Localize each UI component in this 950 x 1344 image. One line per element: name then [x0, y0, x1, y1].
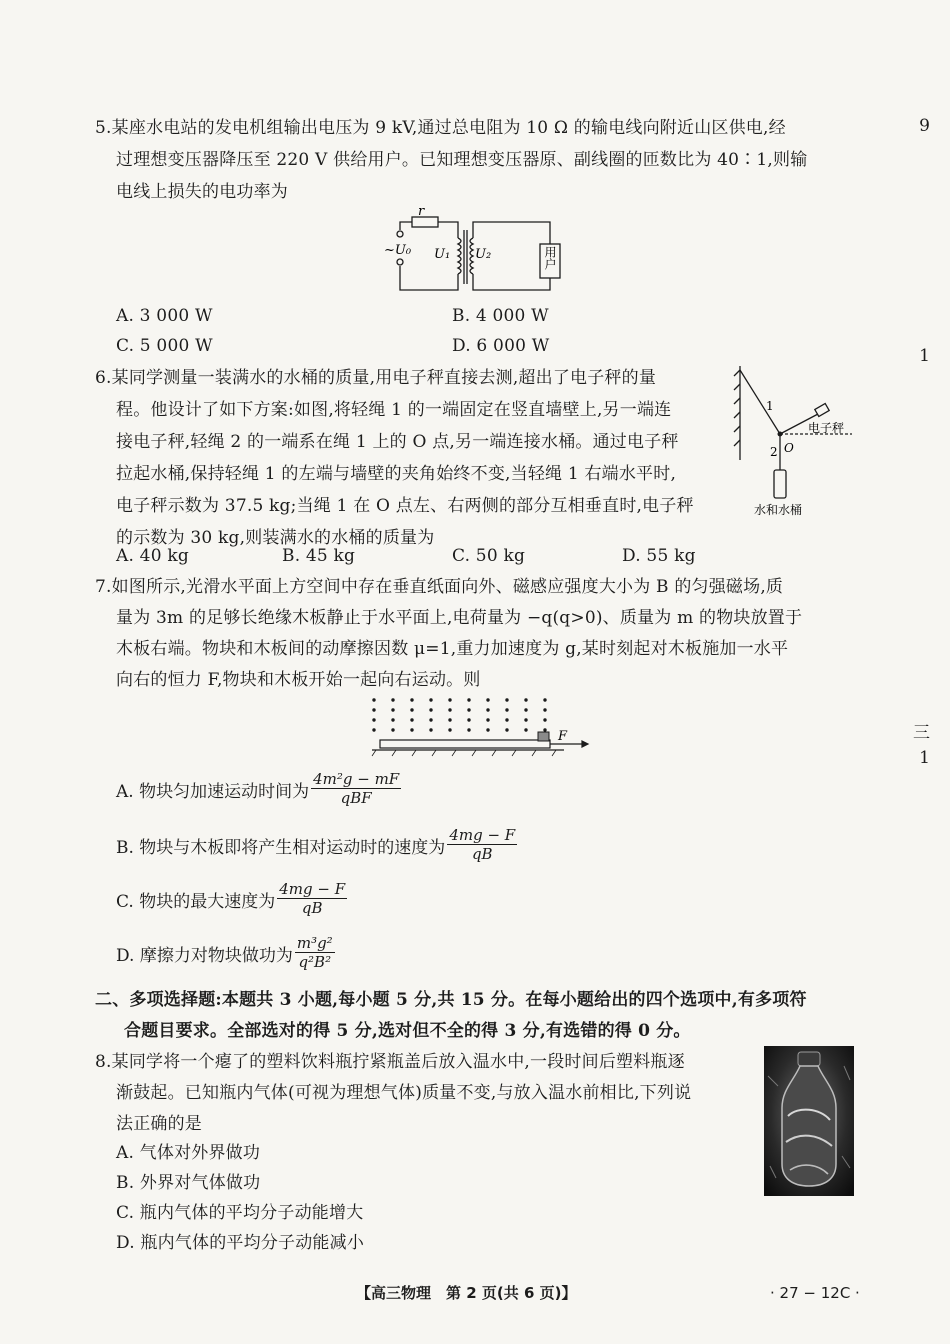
- q8-line-3: 法正确的是: [116, 1114, 202, 1134]
- label-u2: U₂: [475, 247, 492, 262]
- field-dot: [486, 708, 489, 711]
- field-dot: [505, 728, 508, 731]
- q7-option-c-text: C. 物块的最大速度为: [116, 891, 276, 912]
- q5-option-c: C. 5 000 W: [116, 336, 213, 356]
- field-dot: [467, 728, 470, 731]
- label-u1: U₁: [434, 247, 451, 262]
- q8-bottle-in-water-photo: [764, 1046, 854, 1196]
- field-dot: [391, 728, 394, 731]
- q5-line-3: 电线上损失的电功率为: [116, 182, 288, 202]
- q7-option-d-numerator: m³g²: [296, 934, 333, 952]
- q7-option-a-text: A. 物块匀加速运动时间为: [116, 781, 310, 802]
- field-dot: [429, 728, 432, 731]
- field-dot: [543, 728, 546, 731]
- label-force-f: F: [558, 729, 568, 744]
- q5-transformer-circuit-figure: [378, 208, 568, 298]
- q7-line-4: 向右的恒力 F,物块和木板开始一起向右运动。则: [116, 670, 481, 690]
- label-user: 用户: [543, 246, 557, 270]
- field-dot: [372, 708, 375, 711]
- margin-fragment-4: 1: [919, 748, 930, 768]
- field-dot: [543, 698, 546, 701]
- field-dot: [543, 708, 546, 711]
- label-u0: ~U₀: [384, 243, 412, 258]
- q7-line-2: 量为 3m 的足够长绝缘木板静止于水平面上,电荷量为 −q(q>0)、质量为 m 的物块放置于: [116, 608, 803, 628]
- label-rope-2: 2: [770, 445, 778, 459]
- field-dot: [448, 718, 451, 721]
- field-dot: [543, 718, 546, 721]
- q5-line-2: 过理想变压器降压至 220 V 供给用户。已知理想变压器原、副线圈的匝数比为 40∶1,则输: [116, 150, 808, 170]
- q5-option-b: B. 4 000 W: [452, 306, 549, 326]
- q7-option-d-text: D. 摩擦力对物块做功为: [116, 945, 293, 966]
- field-dot: [448, 728, 451, 731]
- q6-option-d: D. 55 kg: [622, 546, 696, 566]
- q8-line-2: 渐鼓起。已知瓶内气体(可视为理想气体)质量不变,与放入温水前相比,下列说: [116, 1083, 692, 1103]
- field-dot: [410, 698, 413, 701]
- q8-option-c: C. 瓶内气体的平均分子动能增大: [116, 1203, 364, 1223]
- q6-line-1: 6.某同学测量一装满水的水桶的质量,用电子秤直接去测,超出了电子秤的量: [95, 368, 657, 388]
- field-dot: [429, 698, 432, 701]
- q5-line-1: 5.某座水电站的发电机组输出电压为 9 kV,通过总电阻为 10 Ω 的输电线向附近山区供电,经: [95, 118, 786, 138]
- label-bucket: 水和水桶: [754, 503, 803, 517]
- q7-magnetic-field-board-figure: [364, 694, 594, 760]
- magnetic-field-dots: [372, 698, 546, 731]
- q6-option-b: B. 45 kg: [282, 546, 356, 566]
- q7-option-a-denominator: qBF: [340, 789, 372, 807]
- field-dot: [524, 728, 527, 731]
- q8-option-a: A. 气体对外界做功: [116, 1143, 261, 1163]
- q7-option-a-numerator: 4m²g − mF: [313, 770, 400, 788]
- field-dot: [429, 708, 432, 711]
- q7-option-c: [116, 880, 347, 918]
- q6-option-c: C. 50 kg: [452, 546, 526, 566]
- q7-option-b-denominator: qB: [471, 845, 493, 863]
- margin-fragment-1: 9: [919, 116, 930, 136]
- field-dot: [448, 708, 451, 711]
- field-dot: [467, 698, 470, 701]
- field-dot: [429, 718, 432, 721]
- q5-option-a: A. 3 000 W: [116, 306, 213, 326]
- q6-line-2: 程。他设计了如下方案:如图,将轻绳 1 的一端固定在竖直墙壁上,另一端连: [116, 400, 672, 420]
- label-scale: 电子秤: [808, 421, 845, 435]
- field-dot: [391, 698, 394, 701]
- field-dot: [372, 698, 375, 701]
- field-dot: [410, 708, 413, 711]
- field-dot: [486, 718, 489, 721]
- q7-option-b-text: B. 物块与木板即将产生相对运动时的速度为: [116, 837, 446, 858]
- q7-line-1: 7.如图所示,光滑水平面上方空间中存在垂直纸面向外、磁感应强度大小为 B 的匀强磁场,质: [95, 577, 784, 597]
- q6-line-5: 电子秤示数为 37.5 kg;当绳 1 在 O 点左、右两侧的部分互相垂直时,电子秤: [116, 496, 694, 516]
- field-dot: [467, 708, 470, 711]
- q6-rope-bucket-figure: [730, 362, 860, 522]
- field-dot: [524, 708, 527, 711]
- margin-fragment-2: 1: [919, 346, 930, 366]
- q8-option-d: D. 瓶内气体的平均分子动能减小: [116, 1233, 365, 1253]
- q7-option-d-denominator: q²B²: [298, 953, 332, 971]
- q8-option-b: B. 外界对气体做功: [116, 1173, 261, 1193]
- section2-line-1: 二、多项选择题:本题共 3 小题,每小题 5 分,共 15 分。在每小题给出的四个选项中,有多项符: [95, 990, 807, 1010]
- field-dot: [524, 698, 527, 701]
- q6-line-4: 拉起水桶,保持轻绳 1 的左端与墙壁的夹角始终不变,当轻绳 1 右端水平时,: [116, 464, 677, 484]
- field-dot: [505, 698, 508, 701]
- field-dot: [505, 718, 508, 721]
- q7-option-c-denominator: qB: [301, 899, 323, 917]
- margin-fragment-3: 三: [913, 723, 930, 743]
- field-dot: [467, 718, 470, 721]
- q7-line-3: 木板右端。物块和木板间的动摩擦因数 μ=1,重力加速度为 g,某时刻起对木板施加一水平: [116, 639, 789, 659]
- page-footer: 【高三物理 第 2 页(共 6 页)】: [356, 1284, 577, 1302]
- section2-line-2: 合题目要求。全部选对的得 5 分,选对但不全的得 3 分,有选错的得 0 分。: [124, 1021, 691, 1041]
- q7-option-c-numerator: 4mg − F: [279, 880, 346, 898]
- field-dot: [372, 728, 375, 731]
- field-dot: [410, 718, 413, 721]
- q6-line-6: 的示数为 30 kg,则装满水的水桶的质量为: [116, 528, 435, 548]
- q5-option-d: D. 6 000 W: [452, 336, 550, 356]
- field-dot: [486, 728, 489, 731]
- q8-line-1: 8.某同学将一个瘪了的塑料饮料瓶拧紧瓶盖后放入温水中,一段时间后塑料瓶逐: [95, 1052, 685, 1072]
- label-point-o: O: [784, 441, 794, 455]
- field-dot: [410, 728, 413, 731]
- label-r: r: [418, 208, 425, 219]
- q7-option-d: [116, 934, 335, 972]
- field-dot: [505, 708, 508, 711]
- field-dot: [372, 718, 375, 721]
- q6-line-3: 接电子秤,轻绳 2 的一端系在绳 1 上的 O 点,另一端连接水桶。通过电子秤: [116, 432, 679, 452]
- field-dot: [524, 718, 527, 721]
- q7-option-b: [116, 826, 517, 864]
- q6-option-a: A. 40 kg: [116, 546, 189, 566]
- field-dot: [448, 698, 451, 701]
- label-rope-1: 1: [766, 399, 774, 413]
- q7-option-a: [116, 770, 401, 808]
- field-dot: [391, 708, 394, 711]
- field-dot: [486, 698, 489, 701]
- field-dot: [391, 718, 394, 721]
- q7-option-b-numerator: 4mg − F: [449, 826, 516, 844]
- page-code: · 27 − 12C ·: [770, 1284, 860, 1302]
